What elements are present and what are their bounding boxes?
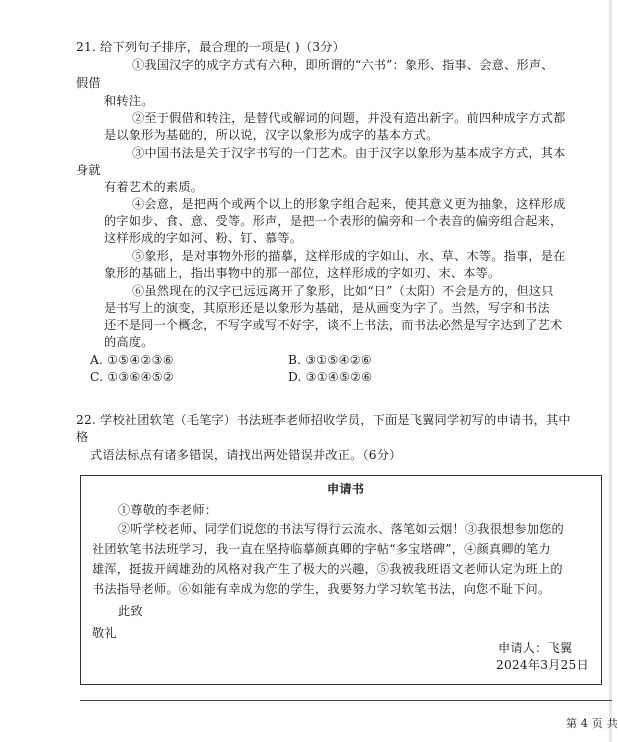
q22-stem: 22. 学校社团软笔（毛笔字）书法班李老师招收学员，下面是飞翼同学初写的申请书，其中 — [76, 413, 571, 427]
sentence-4: ④会意，是把两个或两个以上的形象字组合起来，使其意义更为抽象，这样形成 — [132, 197, 566, 211]
option-c[interactable]: C. ①③⑥④⑤② — [90, 370, 174, 384]
sentence-6-cont2: 还不是同一个概念，不写字或写不好字，谈不上书法，而书法必然是写字达到了艺术 — [104, 318, 563, 332]
sentence-6-cont: 是书写上的演变，其原形还是以象形为基础，是从画变为字了。当然，写字和书法 — [104, 301, 550, 315]
sentence-6-cont3: 的高度。 — [104, 335, 154, 349]
sentence-2: ②至于假借和转注，是替代或解词的问题，并没有造出新字。前四种成字方式都 — [132, 111, 566, 125]
letter-greeting: ①尊敬的李老师： — [118, 503, 218, 517]
option-b[interactable]: B. ③①⑤④②⑥ — [288, 353, 373, 367]
sentence-5-cont: 象形的基础上，指出事物中的那一部位，这样形成的字如刃、末、本等。 — [104, 266, 501, 280]
sentence-1-cont: 假借 — [76, 76, 101, 90]
letter-paragraph-4: 书法指导老师。⑥如能有幸成为您的学生，我要努力学习软笔书法，向您不耻下问。 — [92, 582, 551, 596]
scan-edge — [609, 0, 612, 742]
sentence-1: ①我国汉字的成字方式有六种，即所谓的“六书”：象形、指事、会意、形声、 — [132, 58, 554, 72]
q21-stem: 21. 给下列句子排序，最合理的一项是( )（3分） — [76, 40, 345, 54]
sentence-3-cont2: 有着艺术的素质。 — [104, 180, 204, 194]
sentence-4-cont: 的字如步、食、意、受等。形声，是把一个表形的偏旁和一个表音的偏旁组合起来， — [104, 214, 563, 228]
letter-paragraph-2: 社团软笔书法班学习，我一直在坚持临摹颜真卿的字帖“多宝塔碑”，④颜真卿的笔力 — [92, 542, 551, 556]
sentence-3: ③中国书法是关于汉字书写的一门艺术。由于汉字以象形为基本成字方式，其本 — [132, 146, 566, 160]
sentence-5: ⑤象形，是对事物外形的描摹，这样形成的字如山、水、草、木等。指事，是在 — [132, 249, 566, 263]
letter-date: 2024年3月25日 — [496, 658, 589, 672]
page-number: 第 4 页 共 — [566, 717, 618, 730]
sentence-1-cont2: 和转注。 — [104, 94, 154, 108]
letter-closing-2: 敬礼 — [92, 626, 117, 640]
sentence-6: ⑥虽然现在的汉字已远远离开了象形，比如“日”（太阳）不会是方的，但这只 — [132, 284, 554, 298]
page-divider — [80, 700, 612, 701]
sentence-2-cont: 是以象形为基础的，所以说，汉字以象形为成字的基本方式。 — [104, 128, 439, 142]
q22-stem-cont2: 式语法标点有诸多错误，请找出两处错误并改正。（6分） — [90, 448, 402, 462]
letter-paragraph-1: ②听学校老师、同学们说您的书法写得行云流水、落笔如云烟！③我很想参加您的 — [118, 522, 564, 536]
option-a[interactable]: A. ①⑤④②③⑥ — [90, 353, 174, 367]
letter-title: 申请书 — [327, 482, 365, 496]
letter-paragraph-3: 雄浑，挺拔开阔雄劲的风格对我产生了极大的兴趣，⑤我被我班语文老师认定为班上的 — [92, 562, 563, 576]
sentence-4-cont2: 这样形成的字如河、粉、钉、慕等。 — [104, 231, 303, 245]
sentence-3-cont: 身就 — [76, 163, 101, 177]
option-d[interactable]: D. ③①④⑤②⑥ — [288, 370, 373, 384]
letter-signer: 申请人：飞翼 — [498, 641, 573, 655]
letter-closing-1: 此致 — [118, 604, 143, 618]
q22-stem-cont: 格 — [76, 430, 89, 444]
